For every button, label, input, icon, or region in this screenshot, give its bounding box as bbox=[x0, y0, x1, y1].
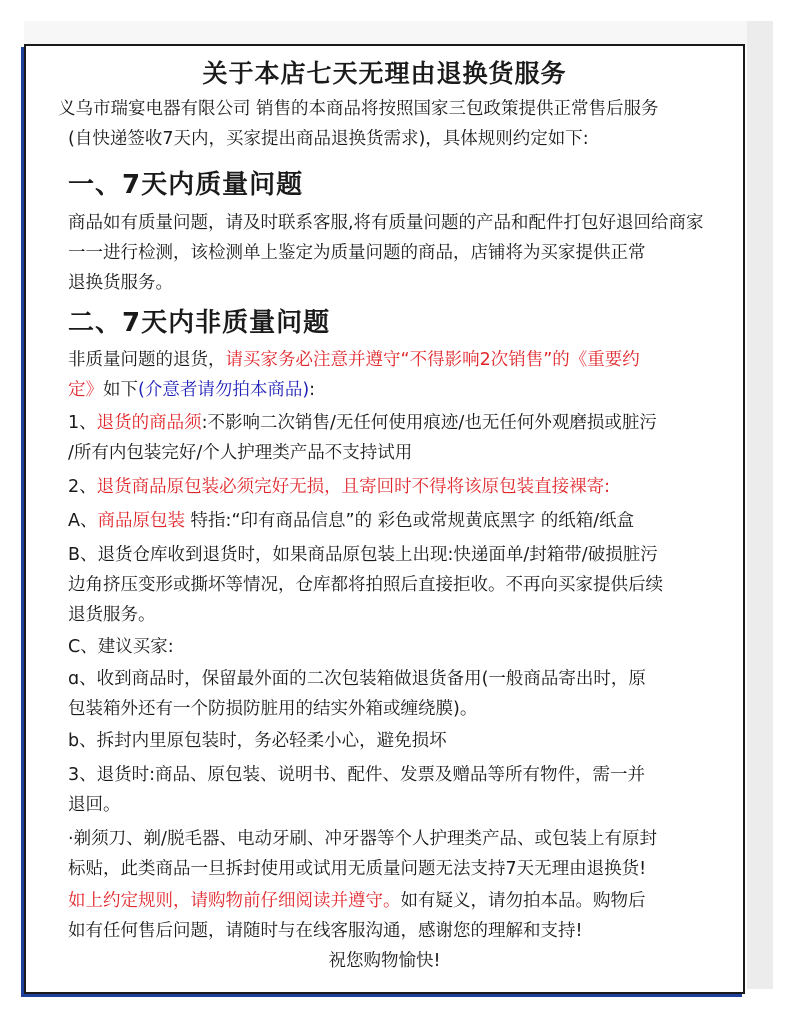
box-right-face bbox=[747, 21, 773, 989]
section2-para1-line2 bbox=[68, 375, 733, 405]
item3-line1: 3、退货时:商品、原包装、说明书、配件、发票及赠品等所有物件，需一并 bbox=[68, 765, 646, 785]
section2-para1-line1 bbox=[68, 345, 733, 375]
itemB-line1: B、退货仓库收到退货时，如果商品原包装上出现:快递面单/封箱带/破损脏污 bbox=[68, 545, 658, 565]
para1-red-text: 请买家务必注意并遵守“不得影响2次销售”的《重要约 bbox=[225, 350, 640, 370]
para1-text: 非质量问题的退货， bbox=[68, 350, 226, 370]
itemA-line bbox=[68, 506, 733, 536]
note-line1: ·剃须刀、剃/脱毛器、电动牙刷、冲牙器等个人护理类产品、或包装上有原封 bbox=[68, 829, 657, 849]
section2-heading: 二、7天内非质量问题 bbox=[68, 308, 331, 338]
intro-line-2: (自快递签收7天内，买家提出商品退换货需求)，具体规则约定如下: bbox=[68, 129, 589, 149]
itemB-line3: 退货服务。 bbox=[68, 605, 156, 625]
itemCa-line1: ɑ、收到商品时，保留最外面的二次包装箱做退货备用(一般商品寄出时，原 bbox=[68, 669, 646, 689]
item2-number: 2、 bbox=[68, 477, 97, 497]
closing-red-text: 如上约定规则，请购物前仔细阅读并遵守。 bbox=[68, 891, 401, 911]
closing-line2: 如有任何售后问题，请随时与在线客服沟通，感谢您的理解和支持! bbox=[68, 921, 583, 941]
section1-line-2: 一一进行检测，该检测单上鉴定为质量问题的商品，店铺将为买家提供正常 bbox=[68, 243, 646, 263]
item3-line2: 退回。 bbox=[68, 795, 121, 815]
para1-colon: : bbox=[309, 380, 316, 400]
section1-line-1: 商品如有质量问题，请及时联系客服,将有质量问题的产品和配件打包好退回给商家 bbox=[68, 213, 704, 233]
section1-line-3: 退换货服务。 bbox=[68, 273, 173, 293]
intro-line-1: 义乌市瑞宴电器有限公司 销售的本商品将按照国家三包政策提供正常售后服务 bbox=[58, 99, 659, 119]
itemA-text: 特指:“印有商品信息”的 彩色或常规黄底黑字 的纸箱/纸盒 bbox=[184, 511, 635, 531]
itemA-number: A、 bbox=[68, 511, 98, 531]
item1-text: :不影响二次销售/无任何使用痕迹/也无任何外观磨损或脏污 bbox=[201, 413, 657, 433]
itemCb-line: b、拆封内里原包装时，务必轻柔小心，避免损坏 bbox=[68, 731, 447, 751]
item1-line2: /所有内包装完好/个人护理类产品不支持试用 bbox=[68, 443, 413, 463]
section1-heading: 一、7天内质量问题 bbox=[68, 170, 304, 200]
itemC-line: C、建议买家: bbox=[68, 637, 174, 657]
closing-text: 如有疑义，请勿拍本品。购物后 bbox=[400, 891, 646, 911]
para1-blue-text: (介意者请勿拍本商品) bbox=[138, 380, 310, 400]
item2-red-text: 退货商品原包装必须完好无损，且寄回时不得将该原包装直接裸寄: bbox=[96, 477, 611, 497]
itemB-line2: 边角挤压变形或撕坏等情况，仓库都将拍照后直接拒收。不再向买家提供后续 bbox=[68, 575, 663, 595]
para1-red-text-2: 定》 bbox=[68, 380, 103, 400]
page-title: 关于本店七天无理由退换货服务 bbox=[202, 59, 567, 88]
box-top-face bbox=[24, 21, 772, 45]
item1-number: 1、 bbox=[68, 413, 97, 433]
itemA-red-text: 商品原包装 bbox=[97, 511, 185, 531]
item2-line bbox=[68, 472, 733, 502]
closing-line3: 祝您购物愉快! bbox=[328, 951, 441, 971]
item1-line1 bbox=[68, 408, 733, 438]
para1-text-2: 如下 bbox=[103, 380, 138, 400]
itemCa-line2: 包装箱外还有一个防损防脏用的结实外箱或缠绕膜)。 bbox=[68, 699, 478, 719]
item1-red-text: 退货的商品须 bbox=[96, 413, 202, 433]
note-line2: 标贴，此类商品一旦拆封使用或试用无质量问题无法支持7天无理由退换货! bbox=[68, 859, 647, 879]
closing-line1 bbox=[68, 886, 733, 916]
